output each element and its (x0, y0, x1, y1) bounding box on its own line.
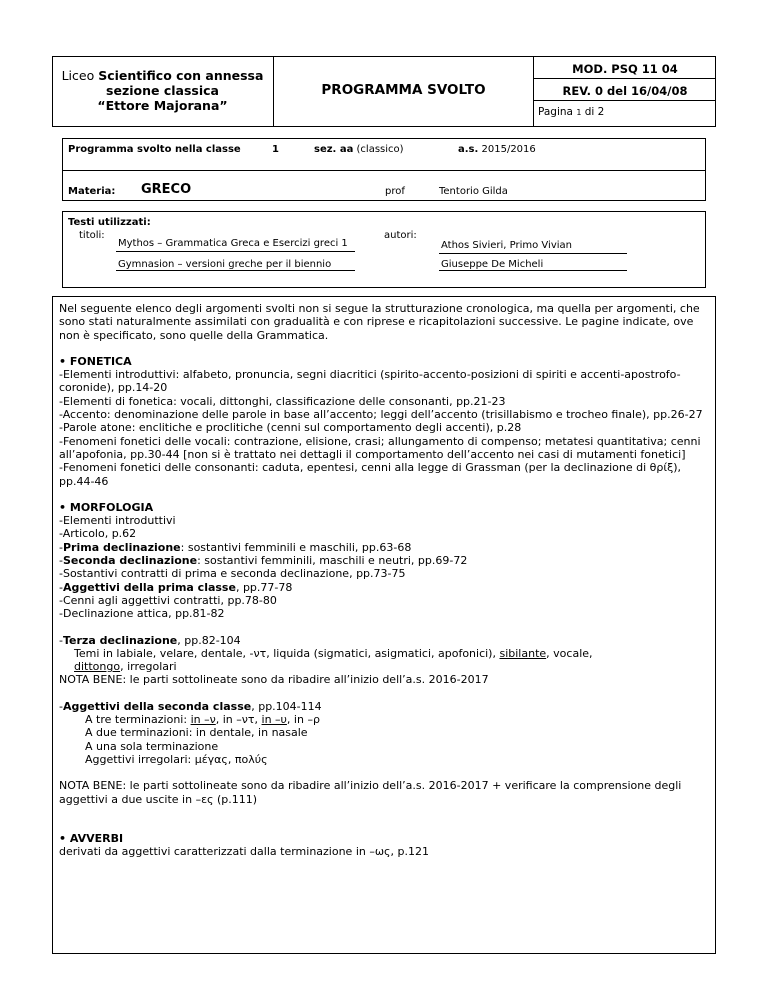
classe-label: Programma svolto nella classe (68, 144, 241, 155)
nota-bene-1: NOTA BENE: le parti sottolineate sono da ribadire all’inizio dell’a.s. 2016-2017 (59, 673, 489, 687)
revision: REV. 0 del 16/04/08 (562, 84, 688, 98)
tre-terminazioni: A tre terminazioni: in –ν, in –ντ, in –υ, in –ρ (85, 713, 320, 727)
aggettivi-seconda-classe: -Aggettivi della seconda classe, pp.104-114 (59, 699, 322, 713)
book-author-1: Athos Sivieri, Primo Vivian (441, 240, 572, 251)
doc-title: PROGRAMMA SVOLTO (321, 82, 486, 98)
fonetica-item: -Parole atone: enclitiche e proclitiche (cenni sul comportamento degli accenti), p.28 (59, 421, 522, 435)
morfologia-item: -Declinazione attica, pp.81-82 (59, 607, 225, 621)
titoli-label: titoli: (79, 230, 105, 241)
avverbi-heading: • AVVERBI (59, 831, 124, 845)
morfologia-item: -Seconda declinazione: sostantivi femminili, maschili e neutri, pp.69-72 (59, 554, 468, 568)
una-terminazione: A una sola terminazione (85, 739, 219, 753)
anno-scolastico: a.s. 2015/2016 (458, 144, 536, 155)
book-title-2: Gymnasion – versioni greche per il biennio (118, 259, 332, 270)
prof-label: prof (385, 186, 405, 197)
info-hline (62, 170, 706, 171)
book-author-1-line (439, 253, 627, 254)
fonetica-heading: • FONETICA (59, 354, 132, 368)
book-title-2-line (116, 270, 355, 271)
testi-table (62, 211, 706, 288)
morfologia-item: -Elementi introduttivi (59, 514, 176, 528)
classe-value: 1 (272, 144, 279, 155)
morfologia-item: -Articolo, p.62 (59, 527, 137, 541)
terza-declinazione: -Terza declinazione, pp.82-104 (59, 633, 241, 647)
sezione: sez. aa (classico) (314, 144, 404, 155)
morfologia-item: -Sostantivi contratti di prima e seconda declinazione, pp.73-75 (59, 567, 406, 581)
aggettivi-irregolari: Aggettivi irregolari: μέγας, πολύς (85, 752, 268, 766)
fonetica-item: -Accento: denominazione delle parole in base all’accento; leggi dell’accento (trisillabismo e trocheo finale), pp.26-27 (59, 408, 703, 422)
avverbi-text: derivati da aggettivi caratterizzati dalla terminazione in –ως, p.121 (59, 845, 429, 859)
fonetica-item: -Elementi introduttivi: alfabeto, pronuncia, segni diacritici (spirito-accento-posizioni di spiriti e accenti-apostrofo-coronide), pp.14-20 (59, 368, 681, 395)
book-author-2: Giuseppe De Micheli (441, 259, 544, 270)
book-title-1: Mythos – Grammatica Greca e Esercizi greci 1 (118, 238, 348, 249)
morfologia-item: -Aggettivi della prima classe, pp.77-78 (59, 580, 293, 594)
materia-value: GRECO (141, 182, 192, 197)
prof-value: Tentorio Gilda (439, 186, 508, 197)
materia-label: Materia: (68, 186, 116, 197)
mod-code: MOD. PSQ 11 04 (572, 62, 678, 76)
header-hline-1 (533, 78, 716, 79)
header-hline-2 (533, 100, 716, 101)
temi-list: Temi in labiale, velare, dentale, -ντ, liquida (sigmatici, asigmatici, apofonici), sibilante, vocale, dittongo, irregolari (74, 646, 593, 674)
fonetica-item: -Elementi di fonetica: vocali, dittonghi, classificazione delle consonanti, pp.21-23 (59, 394, 506, 408)
fonetica-item: -Fenomeni fonetici delle consonanti: caduta, epentesi, cenni alla legge di Grassman (per la declinazione di θρίξ), pp.44-46 (59, 461, 682, 488)
morfologia-item: -Prima declinazione: sostantivi femminili e maschili, pp.63-68 (59, 540, 412, 554)
book-title-1-line (116, 251, 355, 252)
fonetica-item: -Fenomeni fonetici delle vocali: contrazione, elisione, crasi; allungamento di compenso; metatesi quantitativa; cenni all’apofonia, pp.30-44 [non si è trattato nei dettagli il comportamento dell’accento nei casi di mutamenti fonetici] (59, 434, 701, 461)
nota-bene-2: NOTA BENE: le parti sottolineate sono da ribadire all’inizio dell’a.s. 2016-2017 + verificare la comprensione degli aggettivi a due uscite in –ες (p.111) (59, 779, 682, 806)
morfologia-heading: • MORFOLOGIA (59, 500, 154, 514)
program-content (59, 302, 711, 858)
intro-paragraph: Nel seguente elenco degli argomenti svolti non si segue la strutturazione cronologica, ma quella per argomenti, che sono stati naturalmente assimilati con gradualità e con riprese e ricapitolazioni successive. Le pagine indicate, ove non è specificato, sono quelle della Grammatica. (59, 302, 700, 342)
school-name: Liceo Scientifico con annessa sezione classica “Ettore Majorana” (61, 68, 264, 113)
autori-label: autori: (384, 230, 417, 241)
morfologia-item: -Cenni agli aggettivi contratti, pp.78-80 (59, 593, 277, 607)
testi-heading: Testi utilizzati: (68, 217, 151, 228)
due-terminazioni: A due terminazioni: in dentale, in nasale (85, 726, 308, 740)
page-number: Pagina 1 di 2 (538, 106, 605, 118)
book-author-2-line (439, 270, 627, 271)
